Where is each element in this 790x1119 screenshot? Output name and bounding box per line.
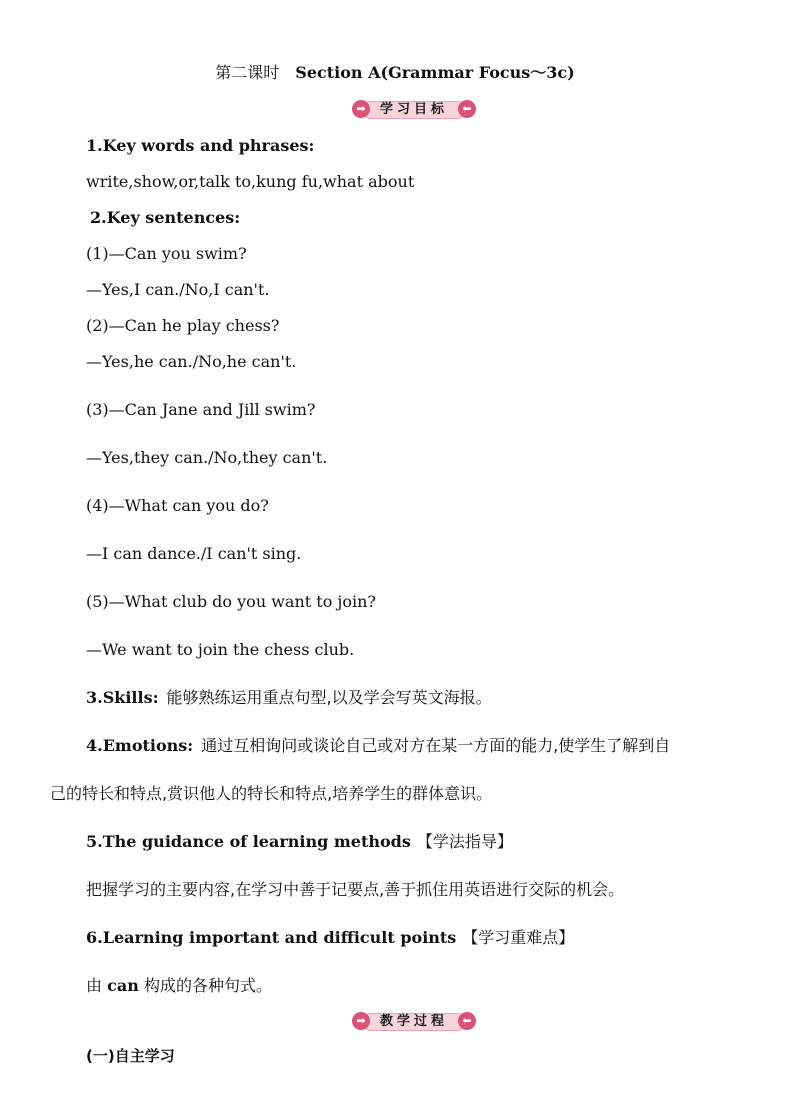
key-sentences-heading: 2.Key sentences:	[90, 208, 241, 227]
arrow-left-icon: ⬅	[458, 1012, 476, 1030]
points-cn-label: 【学习重难点】	[462, 928, 575, 947]
points-text-can: can	[107, 976, 139, 995]
emotions-text-2: 己的特长和特点,赏识他人的特长和特点,培养学生的群体意识。	[50, 784, 493, 803]
emotions-paragraph	[86, 736, 670, 756]
skills-text: 能够熟练运用重点句型,以及学会写英文海报。	[166, 688, 492, 707]
arrow-left-icon: ⬅	[458, 100, 476, 118]
points-text-post: 构成的各种句式。	[143, 976, 272, 995]
key-words-heading: 1.Key words and phrases:	[86, 136, 315, 155]
points-heading	[86, 928, 574, 948]
sentence-2-question: (2)—Can he play chess?	[86, 316, 280, 335]
key-words-text: write,show,or,talk to,kung fu,what about	[86, 172, 415, 191]
guidance-text: 把握学习的主要内容,在学习中善于记要点,善于抓住用英语进行交际的机会。	[86, 880, 625, 899]
goals-banner-label: 学习目标	[362, 101, 466, 119]
emotions-label: 4.Emotions:	[86, 736, 194, 755]
points-label: 6.Learning important and difficult points	[86, 928, 457, 947]
arrow-right-icon: ➡	[352, 1012, 370, 1030]
guidance-heading	[86, 832, 513, 852]
emotions-text-1: 通过互相询问或谈论自己或对方在某一方面的能力,使学生了解到自	[201, 736, 671, 755]
lesson-label: 第二课时	[215, 63, 280, 82]
points-text	[86, 976, 272, 996]
self-study-heading: (一)自主学习	[86, 1047, 175, 1065]
guidance-cn-label: 【学法指导】	[416, 832, 513, 851]
goals-banner	[352, 100, 476, 118]
sentence-3-answer: —Yes,they can./No,they can't.	[86, 448, 328, 467]
guidance-label: 5.The guidance of learning methods	[86, 832, 411, 851]
sentence-5-answer: —We want to join the chess club.	[86, 640, 355, 659]
sentence-1-question: (1)—Can you swim?	[86, 244, 247, 263]
process-banner-label: 教学过程	[362, 1013, 466, 1031]
process-banner	[352, 1012, 476, 1030]
sentence-4-question: (4)—What can you do?	[86, 496, 269, 515]
page-title	[0, 63, 790, 83]
sentence-1-answer: —Yes,I can./No,I can't.	[86, 280, 270, 299]
points-text-pre: 由	[86, 976, 103, 995]
arrow-right-icon: ➡	[352, 100, 370, 118]
skills-paragraph	[86, 688, 492, 708]
sentence-2-answer: —Yes,he can./No,he can't.	[86, 352, 297, 371]
section-label: Section A(Grammar Focus～3c)	[295, 63, 575, 82]
skills-label: 3.Skills:	[86, 688, 159, 707]
sentence-3-question: (3)—Can Jane and Jill swim?	[86, 400, 316, 419]
sentence-5-question: (5)—What club do you want to join?	[86, 592, 376, 611]
sentence-4-answer: —I can dance./I can't sing.	[86, 544, 302, 563]
